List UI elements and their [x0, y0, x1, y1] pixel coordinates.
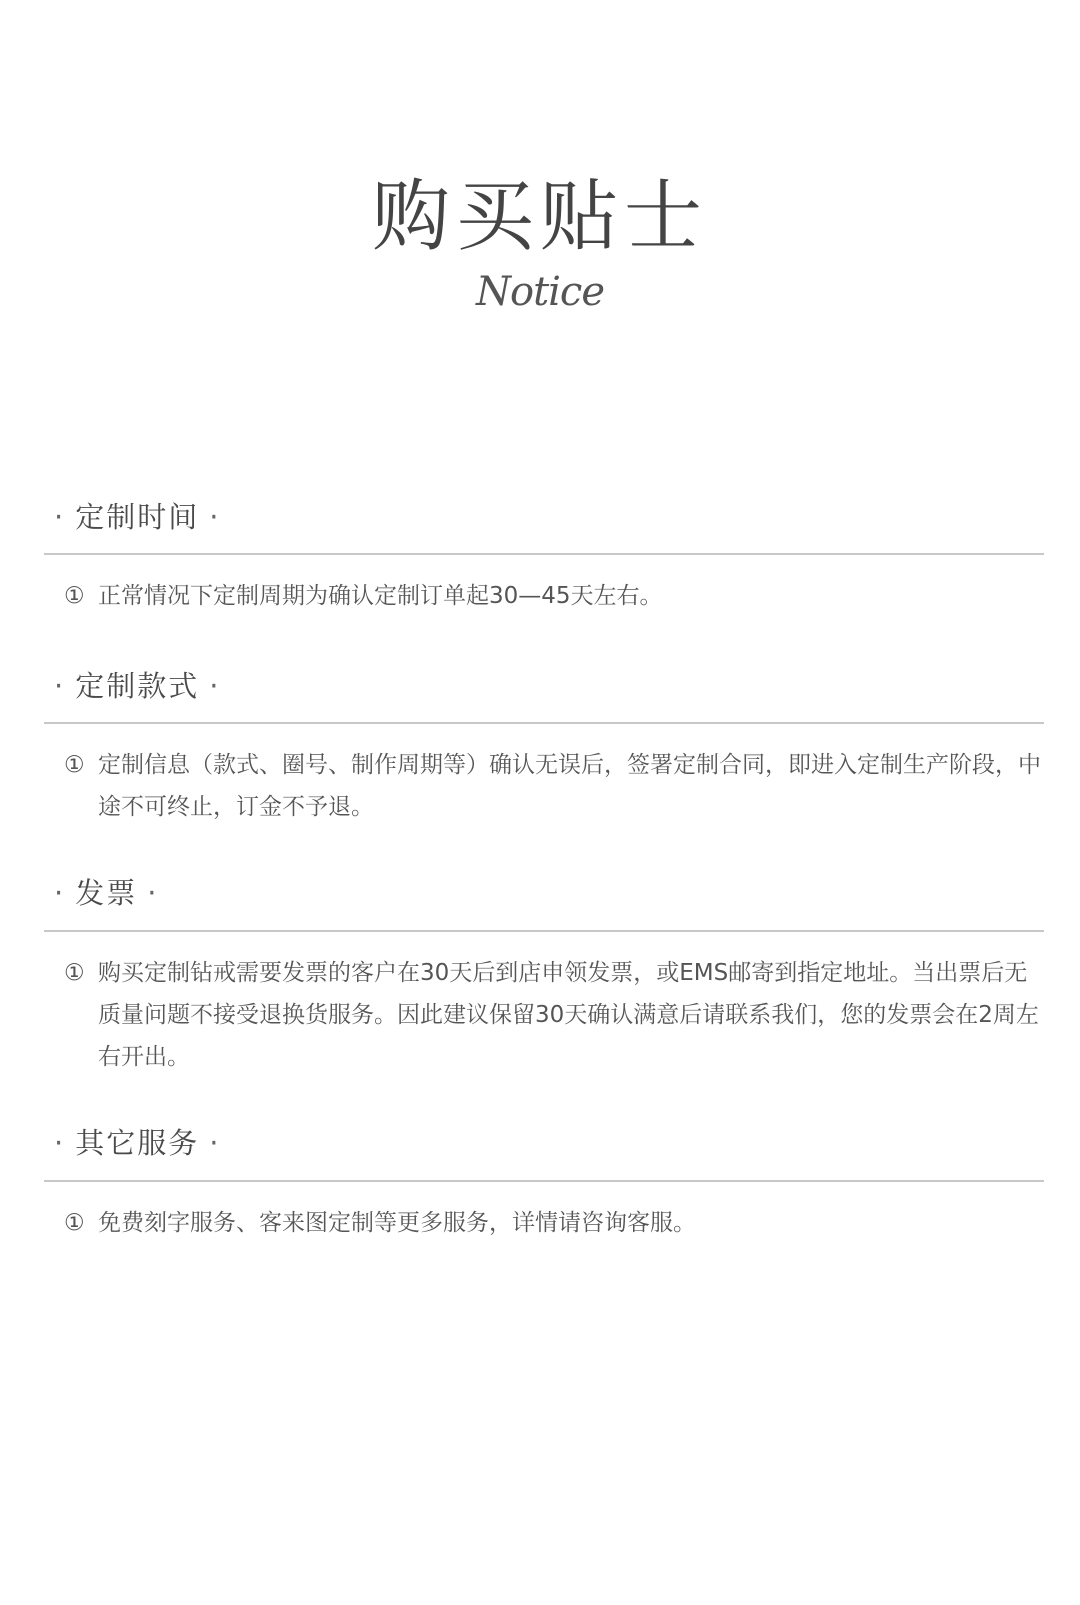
bullet-dot: ·: [54, 669, 66, 703]
item-text: 正常情况下定制周期为确认定制订单起30—45天左右。: [98, 583, 663, 609]
section-heading-text: 定制时间: [75, 500, 200, 534]
section-divider: [44, 930, 1044, 932]
section-heading: [44, 666, 230, 726]
bullet-dot: ·: [54, 500, 66, 534]
item-text: 定制信息（款式、圈号、制作周期等）确认无误后，签署定制合同，即进入定制生产阶段，中途不可终止，订金不予退。: [98, 752, 1041, 820]
section-heading: [44, 497, 230, 557]
page-subtitle: Notice: [475, 269, 605, 315]
section-divider: [44, 1180, 1044, 1182]
bullet-dot: ·: [209, 669, 221, 703]
item-text: 免费刻字服务、客来图定制等更多服务，详情请咨询客服。: [98, 1210, 696, 1236]
section-divider: [44, 722, 1044, 724]
bullet-dot: ·: [54, 876, 66, 910]
section-heading-text: 定制款式: [75, 669, 200, 703]
page-title: 购买贴士: [371, 172, 708, 262]
bullet-dot: ·: [209, 500, 221, 534]
item-number-marker: ①: [64, 960, 85, 986]
section-heading-text: 其它服务: [75, 1126, 200, 1160]
section-divider: [44, 553, 1044, 555]
item-number-marker: ①: [64, 583, 85, 609]
section-heading: [44, 873, 168, 933]
bullet-dot: ·: [54, 1126, 66, 1160]
bullet-dot: ·: [147, 876, 159, 910]
section-heading-text: 发票: [75, 876, 138, 910]
page-header: [0, 0, 1080, 360]
item-text: 购买定制钻戒需要发票的客户在30天后到店申领发票，或EMS邮寄到指定地址。当出票后无质量问题不接受退换货服务。因此建议保留30天确认满意后请联系我们，您的发票会在2周左右开出。: [98, 960, 1039, 1070]
item-number-marker: ①: [64, 1210, 85, 1236]
item-number-marker: ①: [64, 752, 85, 778]
section-heading: [44, 1123, 230, 1183]
bullet-dot: ·: [209, 1126, 221, 1160]
